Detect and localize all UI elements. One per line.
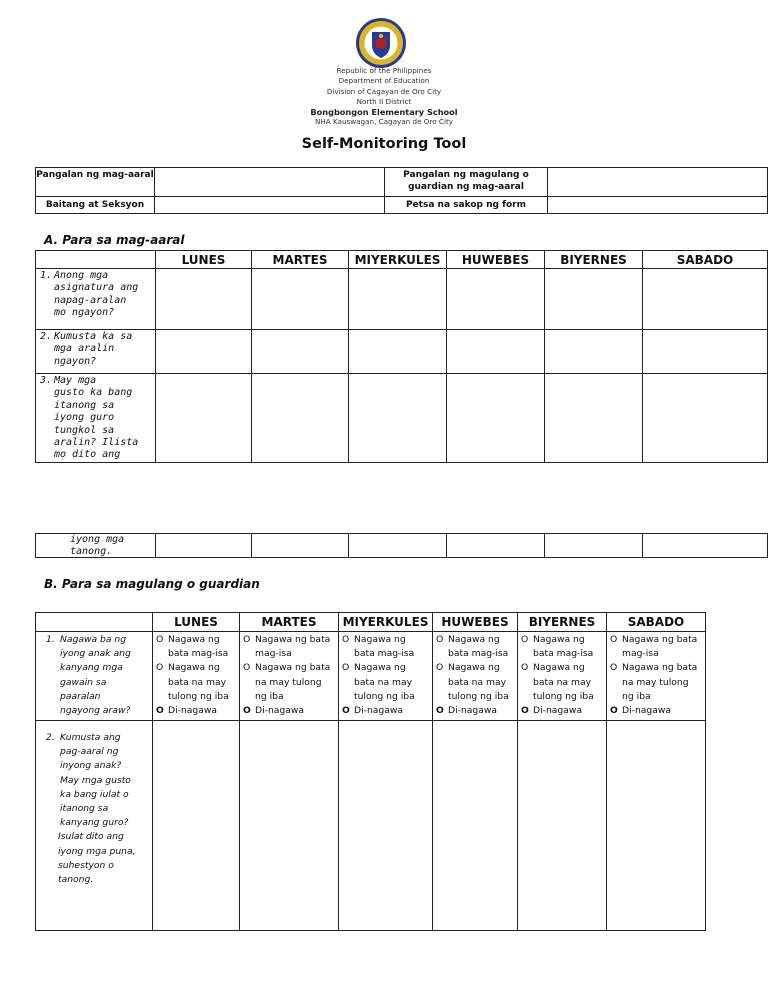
answer-cell[interactable] (545, 330, 643, 374)
option-3[interactable] (521, 704, 604, 718)
answer-cell[interactable] (447, 330, 545, 374)
option-text: Di-nagawa (533, 705, 583, 717)
option-text: bata na may (533, 676, 592, 688)
option-text: Nagawa ng bata (622, 634, 698, 645)
question-number: 1. (40, 270, 53, 281)
option-text: tulong ng iba (354, 690, 415, 702)
answer-cell[interactable] (153, 721, 240, 931)
date-label: Petsa na sakop ng form (385, 197, 548, 214)
option-2-line (156, 676, 237, 690)
section-a-day-martes: MARTES (252, 251, 349, 269)
header-line-district: North II District (356, 96, 412, 106)
option-1-line (342, 647, 430, 661)
question-line: mo dito ang (54, 449, 121, 461)
question-number: 1. (46, 634, 55, 645)
option-2-line (436, 676, 515, 690)
question-line: tanong. (58, 874, 94, 886)
section-a-table (35, 250, 768, 463)
header-line-republic: Republic of the Philippines (336, 66, 432, 75)
option-text: Di-nagawa (255, 705, 305, 717)
question-line: itanong sa (60, 803, 109, 815)
option-2-line (342, 676, 430, 690)
option-text: tulong ng iba (533, 690, 594, 702)
answer-cell[interactable] (643, 269, 768, 330)
option-2-line (342, 690, 430, 704)
question-number: 2. (40, 331, 53, 342)
section-a-table-continued (35, 533, 768, 558)
option-1-line (521, 647, 604, 661)
option-text: Nagawa ng (533, 662, 585, 674)
option-text: ng iba (622, 690, 651, 702)
deped-seal-logo (355, 17, 407, 69)
school-name: Bongbongon Elementary School (310, 107, 458, 118)
option-text: Nagawa ng (354, 634, 406, 645)
answer-cell[interactable] (252, 374, 349, 463)
option-1[interactable] (521, 633, 604, 647)
option-text: bata mag-isa (533, 648, 594, 660)
question-line: kanyang mga (60, 662, 123, 674)
option-2-line (243, 690, 336, 704)
student-name-label: Pangalan ng mag-aaral (36, 168, 155, 197)
answer-cell[interactable] (156, 534, 252, 558)
question-line: napag-aralan (54, 294, 127, 306)
question-line: inyong anak? (60, 760, 122, 772)
radio-bullet-icon (610, 690, 622, 704)
radio-bullet-icon (156, 647, 168, 661)
header-line-department: Department of Education (338, 76, 430, 86)
section-b-day-sabado: SABADO (607, 613, 706, 632)
option-2-line (156, 690, 237, 704)
option-1[interactable] (342, 633, 430, 647)
section-b-question-2 (36, 721, 153, 931)
question-line: iyong mga (70, 534, 125, 545)
option-2-line (610, 690, 703, 704)
option-text: bata na may (448, 676, 507, 688)
option-text: Di-nagawa (448, 705, 498, 717)
header-line-division: Division of Cagayan de Oro City (326, 86, 442, 96)
question-line: paaralan (60, 690, 101, 702)
radio-bullet-icon (342, 647, 354, 661)
answer-cell[interactable] (156, 269, 252, 330)
option-2[interactable] (610, 661, 703, 675)
question-line: ngayon? (54, 355, 97, 367)
answer-cell[interactable] (433, 721, 518, 931)
radio-bullet-icon (342, 676, 354, 690)
radio-bullet-icon (156, 690, 168, 704)
radio-bullet-icon: O (610, 634, 618, 645)
radio-bullet-icon: O (243, 662, 251, 674)
option-text: Di-nagawa (622, 705, 672, 717)
radio-bullet-icon: O (156, 634, 164, 645)
section-a-question-3 (36, 374, 156, 463)
options-martes (240, 632, 339, 721)
option-text: bata mag-isa (448, 648, 509, 660)
section-a-day-sabado: SABADO (643, 251, 768, 269)
section-b-question-1 (36, 632, 153, 721)
answer-cell[interactable] (447, 269, 545, 330)
option-text: tulong ng iba (448, 690, 509, 702)
option-3[interactable] (610, 704, 703, 718)
answer-cell[interactable] (252, 330, 349, 374)
option-3[interactable] (436, 704, 515, 718)
radio-bullet-icon: O (156, 662, 164, 674)
radio-bullet-icon (521, 676, 533, 690)
question-line: May mga (54, 375, 97, 386)
answer-cell[interactable] (349, 269, 447, 330)
question-line: asignatura ang (54, 282, 139, 294)
options-lunes (153, 632, 240, 721)
section-b-table (35, 612, 706, 931)
radio-bullet-icon: O (436, 705, 444, 717)
question-line: ngayong araw? (60, 705, 131, 717)
question-line: Anong mga (54, 270, 109, 281)
option-2[interactable] (243, 661, 336, 675)
question-line: Kumusta ka sa (54, 331, 133, 342)
answer-cell[interactable] (349, 330, 447, 374)
option-3[interactable] (342, 704, 430, 718)
option-text: Nagawa ng bata (255, 662, 331, 674)
radio-bullet-icon: O (243, 705, 251, 717)
question-line: suhestyon o (58, 859, 114, 871)
radio-bullet-icon: O (521, 634, 529, 645)
radio-bullet-icon (243, 647, 255, 661)
question-line: pag-aaral ng (60, 746, 119, 758)
radio-bullet-icon: O (436, 634, 444, 645)
parent-name-label (385, 168, 548, 197)
option-1-line (156, 647, 237, 661)
parent-name-label-line2: guardian ng mag-aaral (408, 182, 524, 192)
option-1-line (436, 647, 515, 661)
option-text: Nagawa ng (168, 662, 220, 674)
section-b-day-martes: MARTES (240, 613, 339, 632)
radio-bullet-icon (521, 647, 533, 661)
section-b-day-biyernes: BIYERNES (518, 613, 607, 632)
section-a-day-lunes: LUNES (156, 251, 252, 269)
radio-bullet-icon (436, 676, 448, 690)
option-text: bata mag-isa (354, 648, 415, 660)
option-3[interactable] (156, 704, 237, 718)
option-text: bata mag-isa (168, 648, 229, 660)
info-table (35, 167, 768, 214)
question-line: tanong. (70, 545, 113, 557)
answer-cell[interactable] (349, 534, 447, 558)
option-text: Nagawa ng bata (622, 662, 698, 674)
question-line: tungkol sa (54, 424, 115, 436)
radio-bullet-icon: O (342, 705, 350, 717)
option-2[interactable] (156, 661, 237, 675)
section-a-day-biyernes: BIYERNES (545, 251, 643, 269)
option-1[interactable] (156, 633, 237, 647)
radio-bullet-icon: O (610, 705, 618, 717)
answer-cell[interactable] (545, 374, 643, 463)
option-1[interactable] (610, 633, 703, 647)
section-a-question-1 (36, 269, 156, 330)
question-line: iyong guro (54, 412, 115, 424)
radio-bullet-icon: O (243, 634, 251, 645)
option-2[interactable] (521, 661, 604, 675)
section-b-day-huwebes: HUWEBES (433, 613, 518, 632)
question-line: Nagawa ba ng (60, 634, 127, 645)
option-2[interactable] (342, 661, 430, 675)
question-line: mga aralin (54, 343, 115, 355)
answer-cell[interactable] (156, 374, 252, 463)
grade-section-field[interactable] (155, 197, 385, 214)
school-address: NHA Kauswagan, Cagayan de Oro City (314, 117, 454, 127)
option-text: bata na may (168, 676, 227, 688)
question-line: mo ngayon? (54, 307, 115, 319)
option-text: Nagawa ng (533, 634, 585, 645)
radio-bullet-icon: O (521, 705, 529, 717)
answer-cell[interactable] (240, 721, 339, 931)
radio-bullet-icon (156, 676, 168, 690)
question-line: kanyang guro? (60, 817, 129, 829)
options-miyerkules (339, 632, 433, 721)
radio-bullet-icon: O (610, 662, 618, 674)
radio-bullet-icon (436, 647, 448, 661)
section-b-day-lunes: LUNES (153, 613, 240, 632)
question-line: itanong sa (54, 399, 115, 411)
section-b-corner (36, 613, 153, 632)
option-text: Nagawa ng (168, 634, 220, 645)
option-text: Nagawa ng bata (255, 634, 331, 645)
question-line: Isulat dito ang (58, 831, 124, 843)
answer-cell[interactable] (349, 374, 447, 463)
options-biyernes (518, 632, 607, 721)
section-b-heading: B. Para sa magulang o guardian (44, 577, 260, 591)
radio-bullet-icon (610, 647, 622, 661)
option-3[interactable] (243, 704, 336, 718)
radio-bullet-icon: O (436, 662, 444, 674)
grade-section-label: Baitang at Seksyon (36, 197, 155, 214)
option-text: Nagawa ng (354, 662, 406, 674)
question-line: gusto ka bang (54, 387, 133, 399)
option-text: Di-nagawa (354, 705, 404, 717)
date-field[interactable] (548, 197, 768, 214)
parent-name-label-line1: Pangalan ng magulang o (403, 170, 529, 180)
option-1[interactable] (243, 633, 336, 647)
question-line: May mga gusto (60, 774, 131, 786)
option-text: Nagawa ng (448, 634, 500, 645)
section-a-corner (36, 251, 156, 269)
radio-bullet-icon: O (342, 634, 350, 645)
answer-cell[interactable] (339, 721, 433, 931)
answer-cell[interactable] (252, 534, 349, 558)
option-text: tulong ng iba (168, 690, 229, 702)
section-b-day-miyerkules: MIYERKULES (339, 613, 433, 632)
radio-bullet-icon (610, 676, 622, 690)
radio-bullet-icon (436, 690, 448, 704)
question-number: 3. (40, 375, 53, 386)
section-a-question-3-continued (36, 534, 156, 558)
radio-bullet-icon (342, 690, 354, 704)
answer-cell[interactable] (518, 721, 607, 931)
option-text: ng iba (255, 690, 284, 702)
option-2-line (610, 676, 703, 690)
answer-cell[interactable] (643, 330, 768, 374)
radio-bullet-icon (243, 676, 255, 690)
option-text: bata na may (354, 676, 413, 688)
answer-cell[interactable] (447, 534, 545, 558)
radio-bullet-icon: O (342, 662, 350, 674)
parent-name-field[interactable] (548, 168, 768, 197)
option-1-line (610, 647, 703, 661)
radio-bullet-icon (521, 690, 533, 704)
question-line: iyong mga puna, (58, 845, 136, 857)
answer-cell[interactable] (545, 534, 643, 558)
answer-cell[interactable] (643, 374, 768, 463)
student-name-field[interactable] (155, 168, 385, 197)
radio-bullet-icon (243, 690, 255, 704)
answer-cell[interactable] (545, 269, 643, 330)
question-number: 2. (46, 732, 55, 743)
answer-cell[interactable] (643, 534, 768, 558)
options-sabado (607, 632, 706, 721)
option-2-line (521, 690, 604, 704)
section-a-day-huwebes: HUWEBES (447, 251, 545, 269)
header-block (0, 66, 768, 128)
question-line: gawain sa (60, 676, 107, 688)
option-text: mag-isa (622, 648, 659, 660)
question-line: ka bang iulat o (60, 788, 129, 800)
radio-bullet-icon: O (156, 705, 164, 717)
option-1-line (243, 647, 336, 661)
option-2-line (243, 676, 336, 690)
question-line: Kumusta ang (60, 732, 121, 743)
answer-cell[interactable] (156, 330, 252, 374)
question-line: iyong anak ang (60, 648, 131, 660)
option-text: Di-nagawa (168, 705, 218, 717)
option-2-line (521, 676, 604, 690)
option-text: Nagawa ng (448, 662, 500, 674)
radio-bullet-icon: O (521, 662, 529, 674)
answer-cell[interactable] (607, 721, 706, 931)
option-text: mag-isa (255, 648, 292, 660)
option-text: na may tulong (622, 676, 689, 688)
option-1[interactable] (436, 633, 515, 647)
section-a-day-miyerkules: MIYERKULES (349, 251, 447, 269)
option-text: na may tulong (255, 676, 322, 688)
option-2[interactable] (436, 661, 515, 675)
question-line: aralin? Ilista (54, 437, 139, 449)
options-huwebes (433, 632, 518, 721)
section-a-heading: A. Para sa mag-aaral (44, 233, 185, 247)
option-2-line (436, 690, 515, 704)
page-title: Self-Monitoring Tool (301, 136, 467, 152)
section-a-question-2 (36, 330, 156, 374)
answer-cell[interactable] (252, 269, 349, 330)
answer-cell[interactable] (447, 374, 545, 463)
